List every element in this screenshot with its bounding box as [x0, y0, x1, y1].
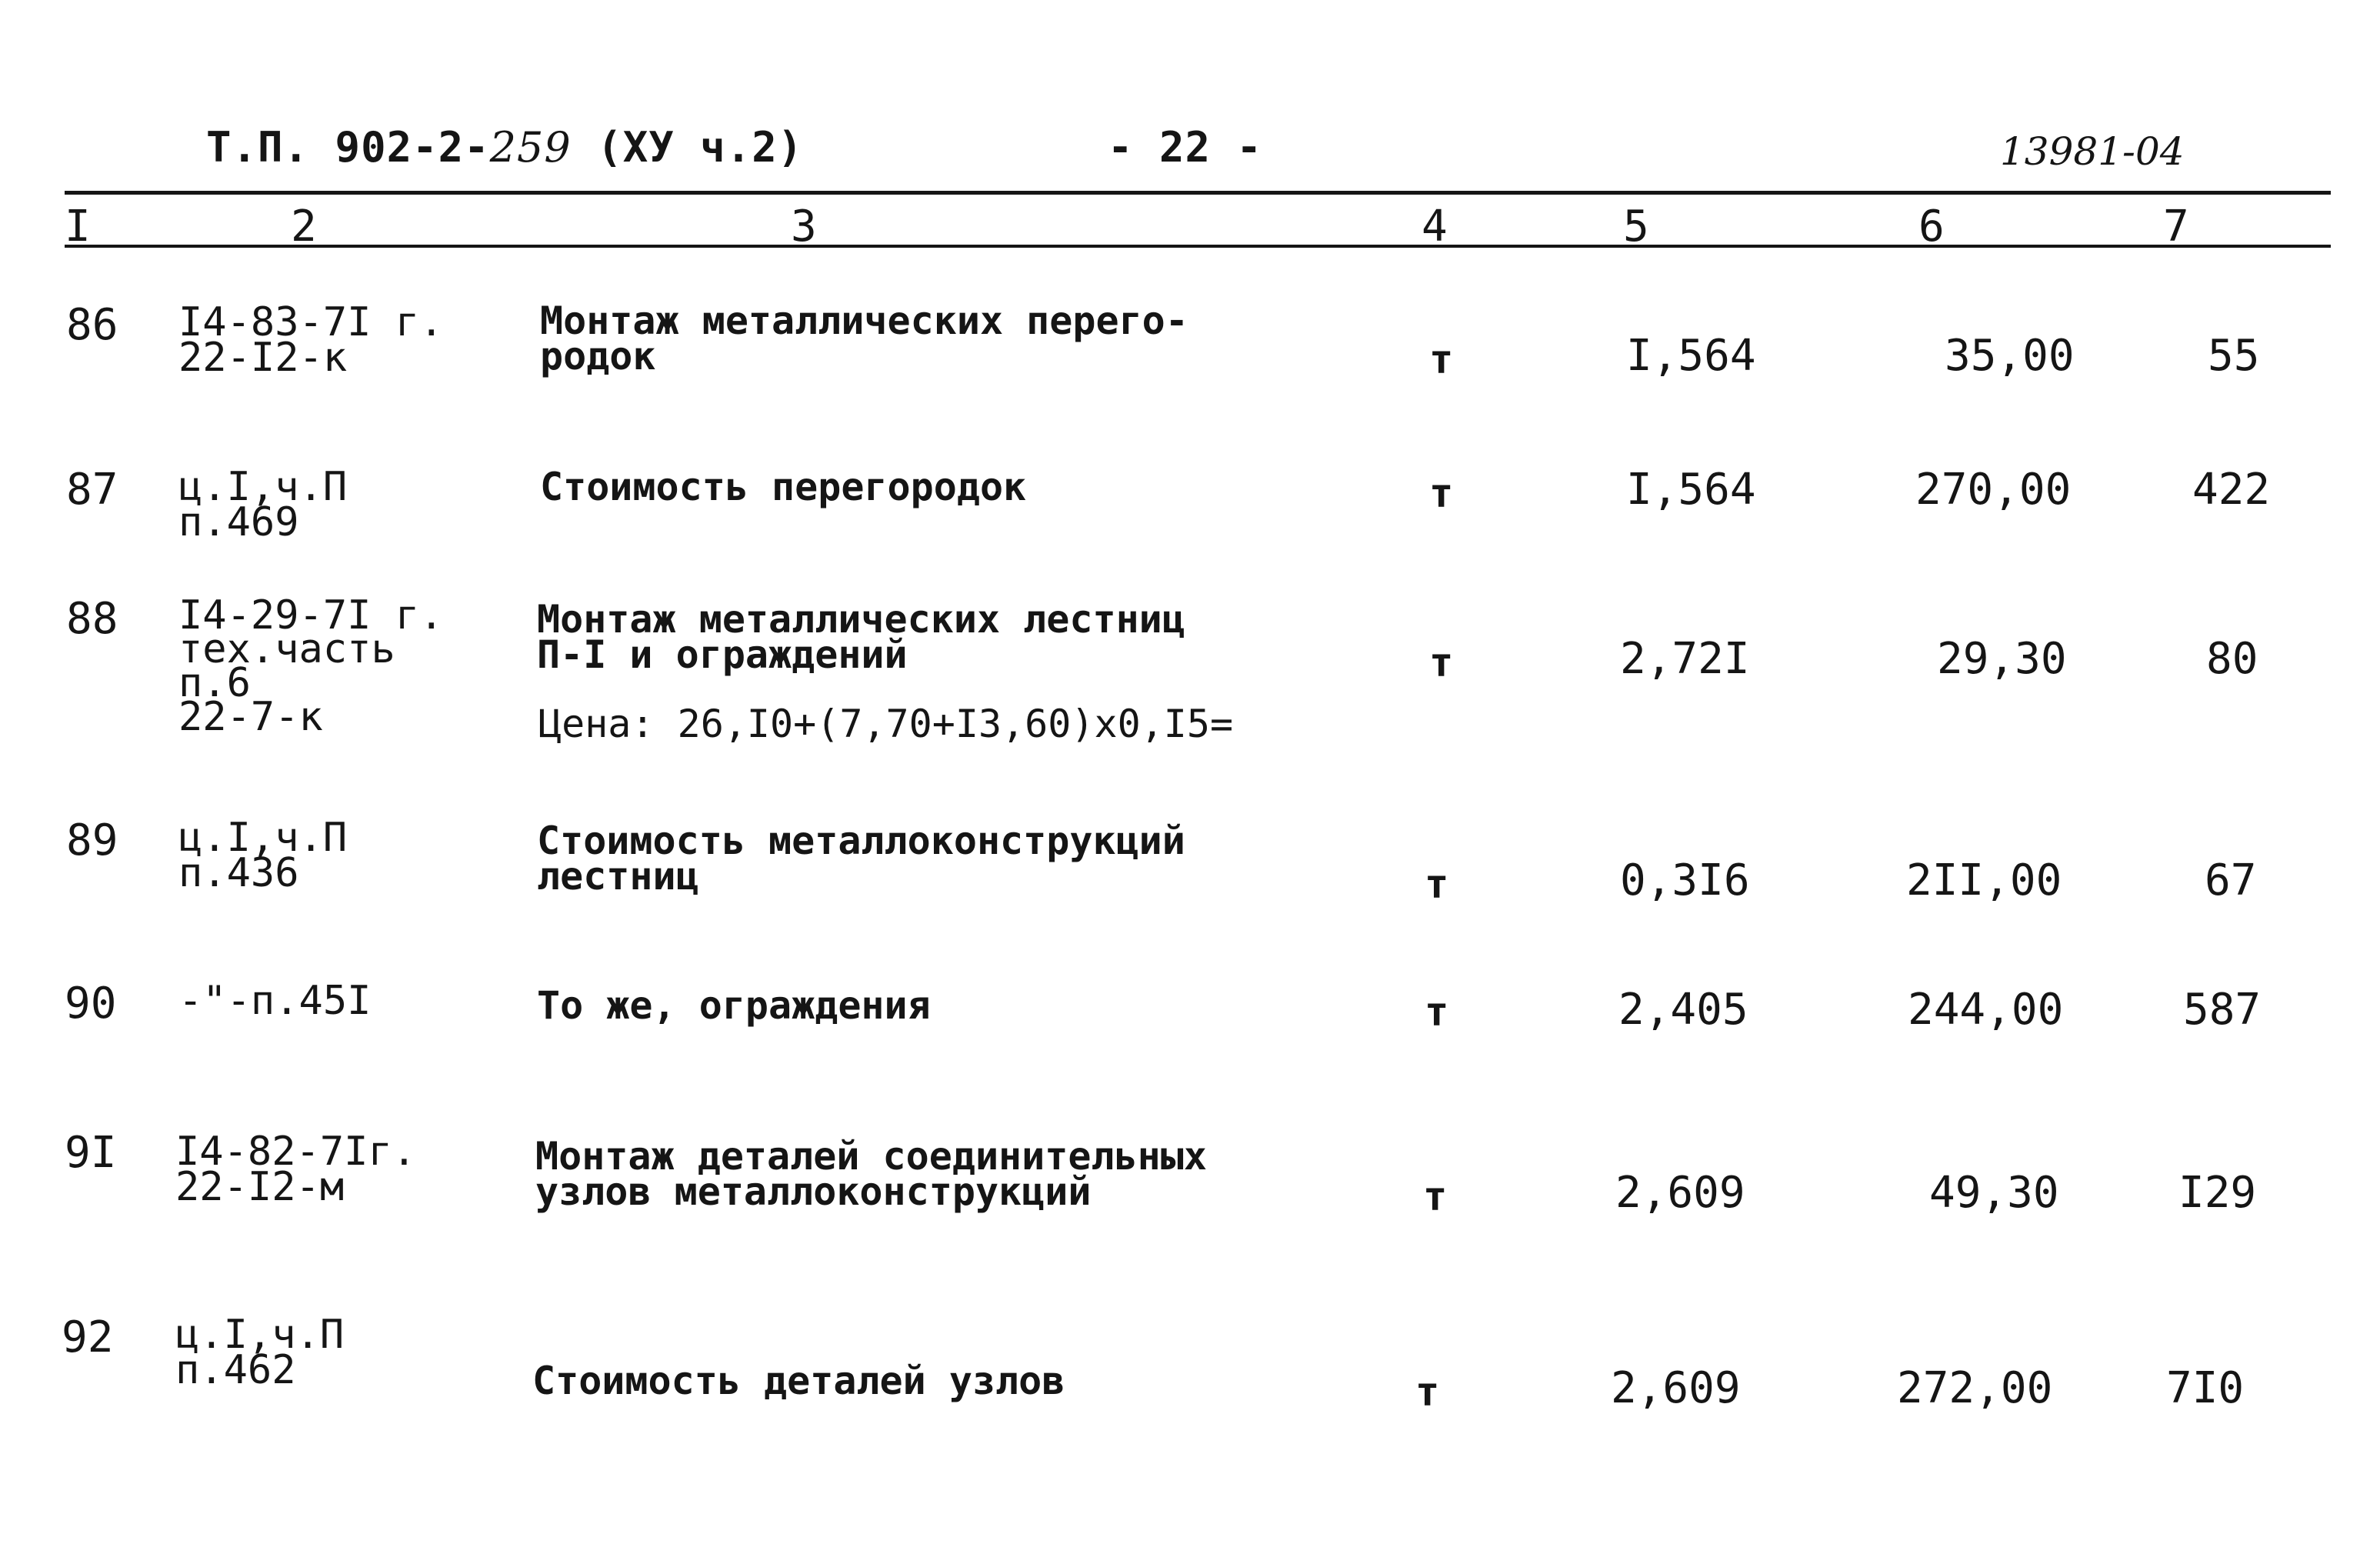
work-description	[537, 597, 1185, 677]
rate-reference	[178, 299, 444, 381]
header-bottom-rule	[65, 245, 2331, 248]
work-description-line: Монтаж металлических перего-	[540, 298, 1188, 343]
total-cost: 7I0	[2166, 1363, 2245, 1413]
column-number: 5	[1623, 202, 1649, 252]
unit-price: 270,00	[1915, 465, 2072, 515]
total-cost: 80	[2206, 634, 2258, 684]
unit: т	[1425, 862, 1449, 908]
rate-reference-line: I4-82-7Iг.	[175, 1129, 417, 1175]
page-number: - 22 -	[1108, 123, 1263, 172]
unit-price: 29,30	[1937, 634, 2067, 684]
rate-reference-line: ц.I,ч.П	[175, 1312, 345, 1358]
unit-price: 272,00	[1897, 1363, 2053, 1413]
rate-reference-line: 22-I2-м	[175, 1164, 345, 1210]
column-number: 3	[791, 202, 817, 252]
column-number: 4	[1422, 202, 1448, 252]
column-number: 6	[1918, 202, 1945, 252]
price-calculation-note: Цена: 26,I0+(7,70+I3,60)х0,I5=	[538, 702, 1234, 746]
work-description-line: узлов металлоконструкций	[535, 1169, 1092, 1214]
row-number: 92	[62, 1312, 114, 1362]
work-description	[540, 465, 1027, 509]
rate-reference	[178, 978, 372, 1024]
quantity: I,564	[1626, 331, 1756, 381]
unit-price: 2II,00	[1906, 855, 2062, 905]
total-cost: 587	[2183, 985, 2262, 1035]
work-description-line: Стоимость деталей узлов	[532, 1359, 1065, 1403]
work-description-line: П-I и ограждений	[537, 632, 908, 677]
rate-reference-line: ц.I,ч.П	[178, 464, 348, 510]
rate-reference	[175, 1129, 417, 1210]
total-cost: I29	[2178, 1168, 2257, 1218]
document-code-handwritten: 259	[489, 123, 572, 172]
total-cost: 55	[2208, 331, 2260, 381]
work-description	[540, 298, 1188, 378]
document-part: (ХУ ч.2)	[597, 123, 804, 172]
rate-reference-line: ц.I,ч.П	[178, 815, 348, 861]
quantity: 2,405	[1618, 985, 1748, 1035]
work-description	[535, 1134, 1207, 1214]
total-cost: 422	[2192, 465, 2271, 515]
row-number: 9I	[65, 1128, 117, 1178]
rate-reference	[178, 464, 348, 545]
unit-price: 49,30	[1929, 1168, 2059, 1218]
unit: т	[1429, 471, 1454, 517]
document-code	[206, 123, 803, 172]
rate-reference-line: п.462	[175, 1347, 296, 1393]
inventory-number: 13981-04	[2000, 129, 2185, 174]
work-description	[537, 819, 1185, 899]
quantity: 0,3I6	[1620, 855, 1750, 905]
quantity: 2,609	[1615, 1168, 1745, 1218]
quantity: I,564	[1626, 465, 1756, 515]
column-number: I	[65, 202, 91, 252]
unit: т	[1415, 1369, 1440, 1416]
rate-reference-line: 22-I2-к	[178, 335, 348, 381]
rate-reference	[178, 592, 444, 740]
work-description-line: Стоимость перегородок	[540, 465, 1027, 509]
work-description-line: лестниц	[537, 854, 699, 899]
work-description-line: Монтаж деталей соединительных	[535, 1134, 1207, 1179]
rate-reference-line: 22-7-к	[178, 694, 323, 740]
total-cost: 67	[2205, 855, 2257, 905]
work-description-line: То же, ограждения	[537, 983, 931, 1028]
rate-reference-line: I4-29-7I г.	[178, 592, 444, 639]
rate-reference-line: -"-п.45I	[178, 978, 372, 1024]
work-description	[532, 1359, 1065, 1403]
unit: т	[1429, 640, 1454, 686]
work-description-line: Стоимость металлоконструкций	[537, 819, 1185, 863]
rate-reference-line: I4-83-7I г.	[178, 299, 444, 345]
work-description-line: Монтаж металлических лестниц	[537, 597, 1185, 642]
row-number: 86	[66, 300, 118, 350]
unit: т	[1423, 1174, 1448, 1220]
unit-price: 244,00	[1908, 985, 2064, 1035]
quantity: 2,609	[1611, 1363, 1741, 1413]
header-top-rule	[65, 191, 2331, 195]
rate-reference	[175, 1312, 345, 1393]
column-number: 2	[291, 202, 317, 252]
row-number: 89	[66, 815, 118, 865]
column-number: 7	[2163, 202, 2189, 252]
work-description	[537, 983, 931, 1028]
rate-reference-line: п.469	[178, 499, 299, 545]
unit: т	[1429, 337, 1454, 383]
work-description-line: родок	[540, 334, 656, 378]
rate-reference-line: п.436	[178, 850, 299, 896]
unit-price: 35,00	[1945, 331, 2075, 381]
row-number: 88	[66, 594, 118, 644]
document-code-typed: Т.П. 902-2-	[206, 123, 490, 172]
row-number: 90	[65, 979, 117, 1029]
row-number: 87	[66, 465, 118, 515]
quantity: 2,72I	[1620, 634, 1750, 684]
rate-reference-line: п.6	[178, 660, 251, 706]
rate-reference-line: тех.часть	[178, 626, 395, 672]
unit: т	[1425, 989, 1449, 1035]
rate-reference	[178, 815, 348, 896]
